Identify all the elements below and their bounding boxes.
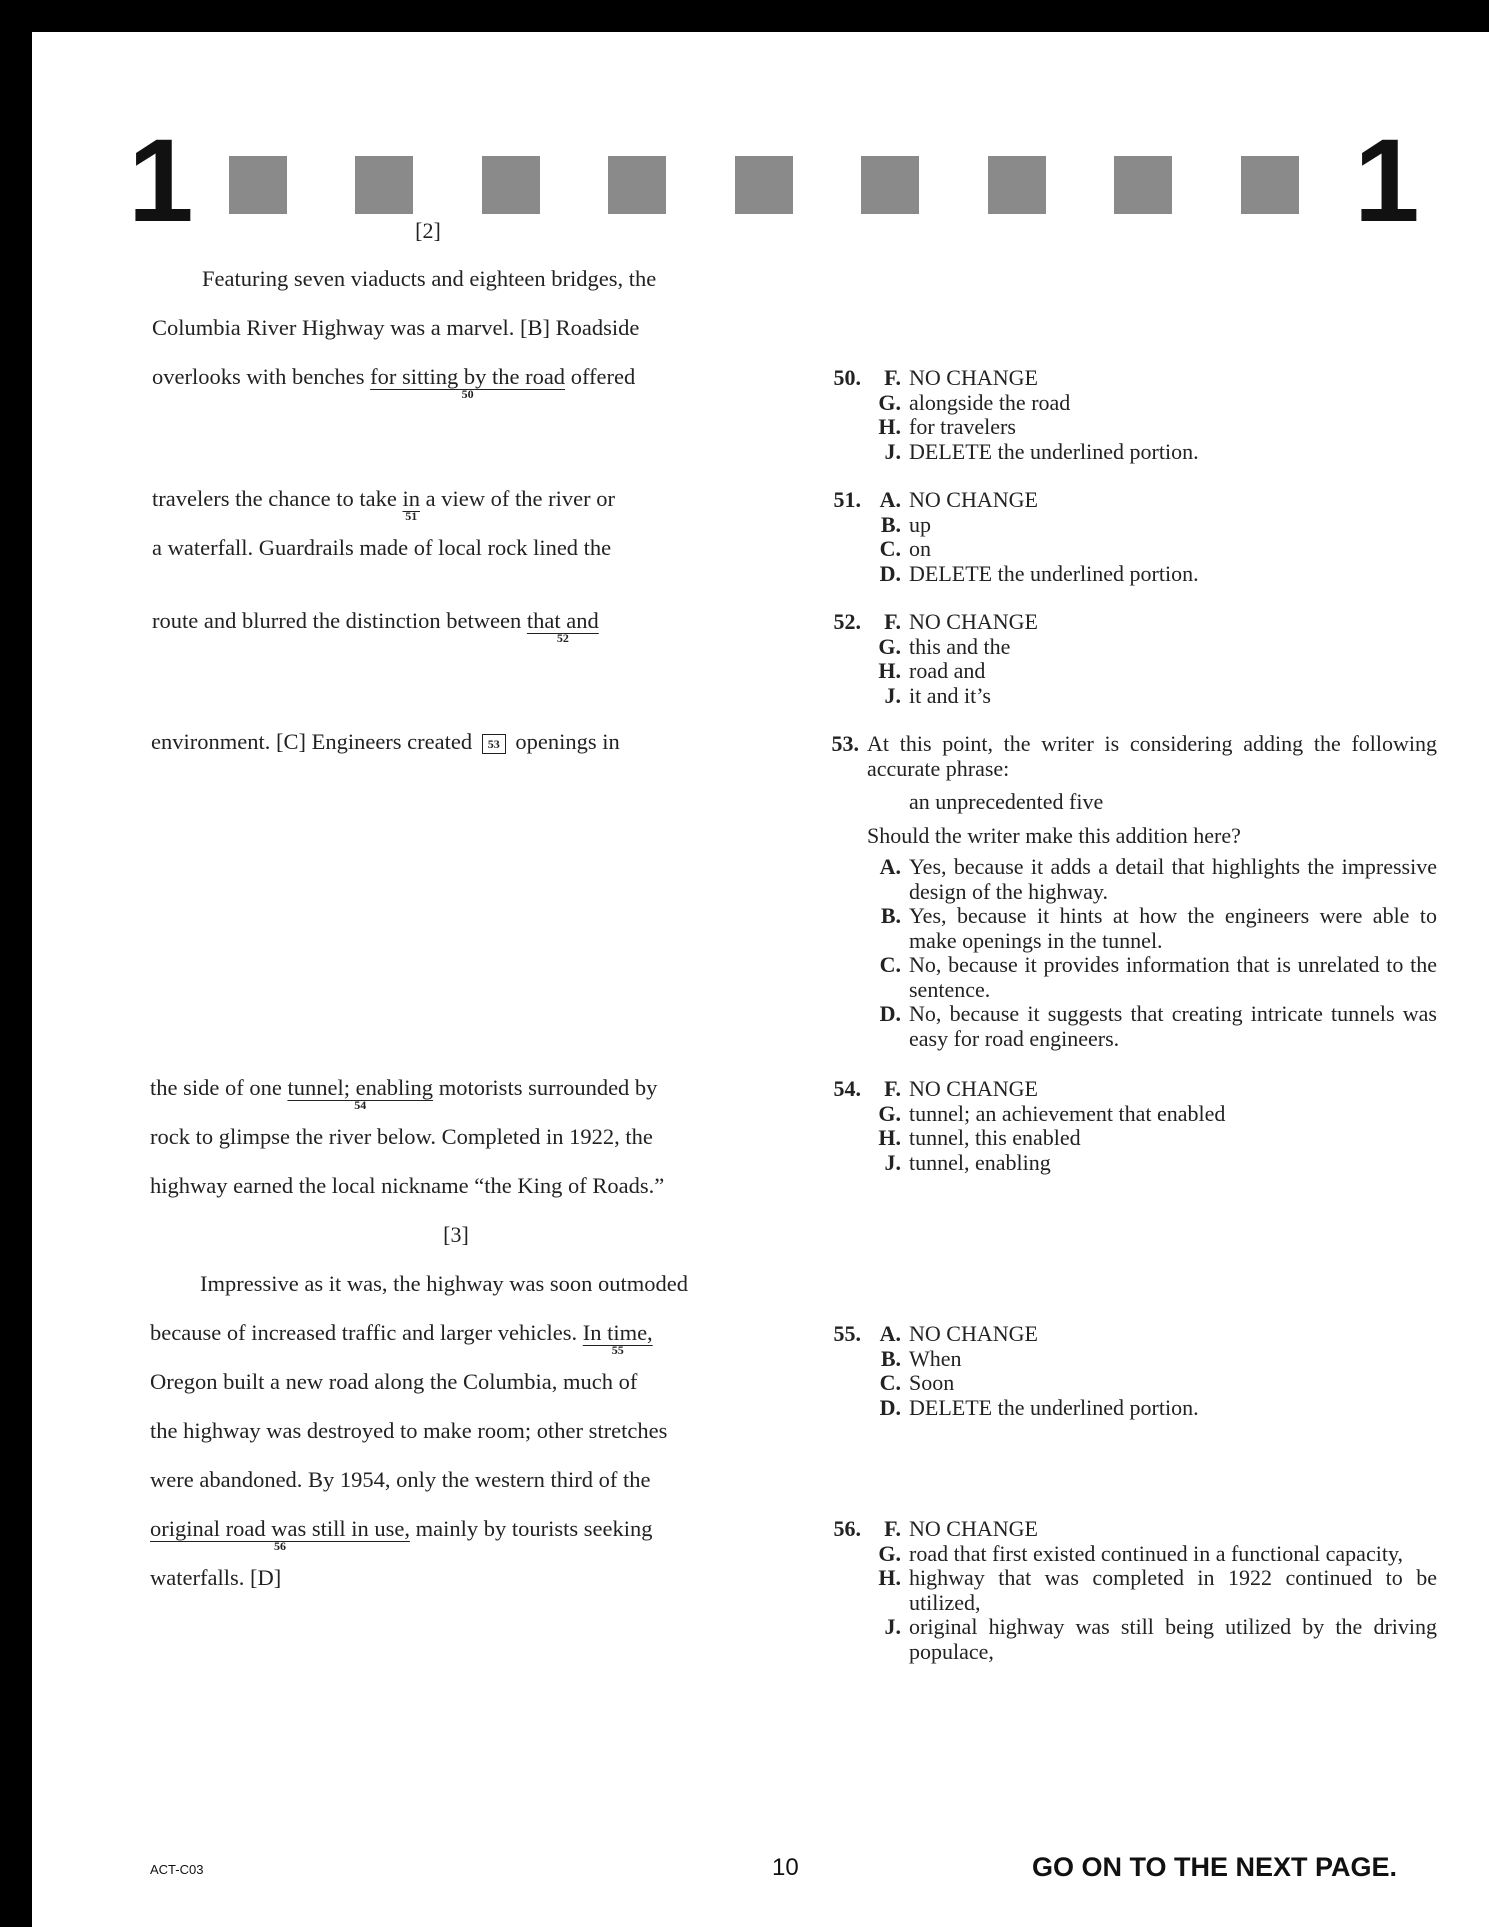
answer-option[interactable] xyxy=(821,635,1437,660)
option-text: Yes, because it hints at how the engineers were able to make openings in the tunnel. xyxy=(909,903,1437,953)
question-marker: 54 xyxy=(354,1098,367,1112)
passage-line: rock to glimpse the river below. Completed in 1922, the xyxy=(150,1124,653,1149)
passage-line xyxy=(152,486,615,523)
option-text: DELETE the underlined portion. xyxy=(909,560,1199,586)
section-number-right: 1 xyxy=(1354,115,1420,247)
option-letter: H. xyxy=(878,1125,901,1150)
passage-line: were abandoned. By 1954, only the western third of the xyxy=(150,1467,651,1492)
answer-option[interactable] xyxy=(821,1542,1437,1567)
passage-text: a view of the river or xyxy=(420,486,615,511)
question-50 xyxy=(821,366,1437,464)
passage-line: highway earned the local nickname “the King of Roads.” xyxy=(150,1173,665,1198)
answer-option[interactable] xyxy=(821,1517,1437,1542)
header-square xyxy=(1241,156,1299,214)
underlined-text: in xyxy=(402,486,421,511)
question-marker: 52 xyxy=(556,631,569,645)
answer-option[interactable] xyxy=(821,391,1437,416)
answer-option[interactable] xyxy=(821,904,1437,953)
underlined-portion-51[interactable] xyxy=(402,486,421,523)
option-text: NO CHANGE xyxy=(909,609,1038,634)
option-letter: B. xyxy=(880,1345,901,1371)
question-marker: 56 xyxy=(273,1539,286,1553)
answer-option[interactable] xyxy=(821,440,1437,465)
question-51 xyxy=(821,488,1437,586)
passage-line: Columbia River Highway was a marvel. [B] Roadside xyxy=(152,315,640,340)
answer-option[interactable] xyxy=(821,537,1437,562)
passage-text: environment. [C] Engineers created xyxy=(151,729,478,754)
option-letter: C. xyxy=(879,1370,901,1395)
answer-option[interactable] xyxy=(821,366,1437,391)
option-text: alongside the road xyxy=(909,389,1071,415)
option-text: tunnel; an achievement that enabled xyxy=(909,1100,1226,1126)
option-text: road that first existed continued in a functional capacity, xyxy=(909,1540,1404,1566)
question-number: 50. xyxy=(833,365,861,390)
question-55 xyxy=(821,1322,1437,1420)
passage-line xyxy=(151,729,620,755)
answer-option[interactable] xyxy=(821,1566,1437,1615)
option-letter: H. xyxy=(878,414,901,439)
answer-option[interactable] xyxy=(821,1371,1437,1396)
question-marker: 50 xyxy=(461,387,474,401)
option-letter: F. xyxy=(884,1076,901,1101)
boxed-question-marker-53[interactable]: 53 xyxy=(482,734,506,754)
underlined-portion-56[interactable] xyxy=(150,1516,410,1553)
paragraph-number: [3] xyxy=(443,1222,469,1247)
header-square xyxy=(1114,156,1172,214)
header-square xyxy=(229,156,287,214)
option-letter: J. xyxy=(884,1149,901,1175)
header-square xyxy=(988,156,1046,214)
option-text: No, because it suggests that creating intricate tunnels was easy for road engineers. xyxy=(909,1001,1437,1051)
option-letter: B. xyxy=(880,903,901,928)
answer-option[interactable] xyxy=(821,1126,1437,1151)
answer-option[interactable] xyxy=(821,488,1437,513)
option-letter: F. xyxy=(884,609,901,634)
option-letter: G. xyxy=(878,389,901,415)
next-page-instruction: GO ON TO THE NEXT PAGE. xyxy=(1032,1852,1398,1882)
answer-option[interactable] xyxy=(821,1396,1437,1421)
underlined-portion-55[interactable] xyxy=(582,1320,653,1357)
answer-option[interactable] xyxy=(821,684,1437,709)
question-53 xyxy=(821,732,1437,1051)
option-text: it and it’s xyxy=(909,682,991,708)
answer-option[interactable] xyxy=(821,1347,1437,1372)
option-letter: J. xyxy=(884,438,901,464)
answer-option[interactable] xyxy=(821,1102,1437,1127)
answer-option[interactable] xyxy=(821,1151,1437,1176)
option-text: highway that was completed in 1922 continued to be utilized, xyxy=(909,1565,1437,1615)
question-52 xyxy=(821,610,1437,708)
underlined-text: In time, xyxy=(582,1320,653,1345)
option-text: up xyxy=(909,511,931,537)
passage-text: openings in xyxy=(509,729,620,754)
passage-line xyxy=(150,1075,658,1112)
option-letter: B. xyxy=(880,511,901,537)
answer-option[interactable] xyxy=(821,513,1437,538)
option-letter: A. xyxy=(879,1321,901,1346)
answer-option[interactable] xyxy=(821,855,1437,904)
question-number: 55. xyxy=(833,1321,861,1346)
option-letter: H. xyxy=(878,1565,901,1590)
passage-text: motorists surrounded by xyxy=(433,1075,658,1100)
option-letter: G. xyxy=(878,633,901,659)
option-text: No, because it provides information that is unrelated to the sentence. xyxy=(909,952,1437,1002)
answer-option[interactable] xyxy=(821,659,1437,684)
header-square xyxy=(608,156,666,214)
option-letter: D. xyxy=(879,1001,901,1026)
passage-text: offered xyxy=(565,364,636,389)
answer-option[interactable] xyxy=(821,610,1437,635)
underlined-text: for sitting by the road xyxy=(370,364,566,389)
passage-line xyxy=(152,364,636,401)
option-text: road and xyxy=(909,658,986,683)
question-marker: 55 xyxy=(611,1343,624,1357)
option-text: DELETE the underlined portion. xyxy=(909,438,1199,464)
answer-option[interactable] xyxy=(821,1002,1437,1051)
passage-line: waterfalls. [D] xyxy=(150,1565,282,1590)
passage-text: route and blurred the distinction between xyxy=(152,608,527,633)
page-number: 10 xyxy=(772,1854,799,1881)
option-text: Yes, because it adds a detail that highlights the impressive design of the highway. xyxy=(909,854,1437,904)
header-square xyxy=(355,156,413,214)
option-text: NO CHANGE xyxy=(909,1321,1038,1346)
option-text: tunnel, enabling xyxy=(909,1149,1051,1175)
paragraph-number: [2] xyxy=(415,218,441,243)
passage-line: Oregon built a new road along the Columbia, much of xyxy=(150,1369,638,1394)
underlined-text: original road was still in use, xyxy=(150,1516,410,1541)
header-square xyxy=(861,156,919,214)
option-text: NO CHANGE xyxy=(909,1076,1038,1101)
question-marker: 51 xyxy=(405,509,418,523)
option-text: for travelers xyxy=(909,414,1016,439)
passage-line xyxy=(152,608,599,645)
option-text: NO CHANGE xyxy=(909,487,1038,512)
passage-text: because of increased traffic and larger vehicles. xyxy=(150,1320,583,1345)
option-text: Soon xyxy=(909,1370,955,1395)
question-stem xyxy=(821,732,1437,781)
question-ask: Should the writer make this addition here? xyxy=(867,822,1241,848)
question-number: 52. xyxy=(833,609,861,634)
option-letter: A. xyxy=(879,854,901,879)
answer-option[interactable] xyxy=(821,415,1437,440)
option-text: DELETE the underlined portion. xyxy=(909,1394,1199,1420)
question-54 xyxy=(821,1077,1437,1175)
option-letter: J. xyxy=(884,682,901,708)
option-letter: C. xyxy=(879,536,901,561)
test-code: ACT-C03 xyxy=(150,1862,204,1877)
option-text: NO CHANGE xyxy=(909,365,1038,390)
option-letter: G. xyxy=(878,1100,901,1126)
option-letter: F. xyxy=(884,365,901,390)
passage-line: the highway was destroyed to make room; other stretches xyxy=(150,1418,668,1443)
header-square xyxy=(735,156,793,214)
option-letter: J. xyxy=(884,1614,901,1639)
option-text: tunnel, this enabled xyxy=(909,1125,1081,1150)
option-letter: H. xyxy=(878,658,901,683)
option-text: original highway was still being utilized by the driving populace, xyxy=(909,1614,1437,1664)
underlined-text: that and xyxy=(526,608,599,633)
section-number-left: 1 xyxy=(128,115,194,247)
option-letter: A. xyxy=(879,487,901,512)
question-56 xyxy=(821,1517,1437,1664)
underlined-text: tunnel; enabling xyxy=(287,1075,434,1100)
option-text: on xyxy=(909,536,931,561)
underlined-portion-50[interactable] xyxy=(370,364,566,401)
header-square xyxy=(482,156,540,214)
passage-line xyxy=(150,1320,653,1357)
answer-option[interactable] xyxy=(821,562,1437,587)
question-number: 54. xyxy=(833,1076,861,1101)
passage-line: a waterfall. Guardrails made of local rock lined the xyxy=(152,535,612,560)
test-page xyxy=(32,32,1489,1927)
proposed-phrase: an unprecedented five xyxy=(909,789,1104,814)
underlined-portion-54[interactable] xyxy=(287,1075,434,1112)
option-text: When xyxy=(909,1345,962,1371)
passage-text: mainly by tourists seeking xyxy=(409,1516,653,1541)
passage-line xyxy=(150,1516,653,1553)
passage-text: the side of one xyxy=(150,1075,288,1100)
question-number: 56. xyxy=(833,1516,861,1541)
option-letter: C. xyxy=(879,952,901,977)
passage-text: overlooks with benches xyxy=(152,364,371,389)
question-number: 53. xyxy=(831,731,859,756)
option-letter: F. xyxy=(884,1516,901,1541)
option-letter: D. xyxy=(879,560,901,586)
stem-text: At this point, the writer is considering adding the following accurate phrase: xyxy=(867,731,1437,781)
passage-line: Impressive as it was, the highway was soon outmoded xyxy=(200,1271,689,1296)
passage-text: travelers the chance to take xyxy=(152,486,403,511)
option-text: NO CHANGE xyxy=(909,1516,1038,1541)
passage-line: Featuring seven viaducts and eighteen bridges, the xyxy=(202,266,657,291)
answer-option[interactable] xyxy=(821,1077,1437,1102)
answer-option[interactable] xyxy=(821,953,1437,1002)
underlined-portion-52[interactable] xyxy=(526,608,599,645)
option-letter: G. xyxy=(878,1540,901,1566)
option-letter: D. xyxy=(879,1394,901,1420)
option-text: this and the xyxy=(909,633,1011,659)
answer-option[interactable] xyxy=(821,1615,1437,1664)
question-number: 51. xyxy=(833,487,861,512)
answer-option[interactable] xyxy=(821,1322,1437,1347)
